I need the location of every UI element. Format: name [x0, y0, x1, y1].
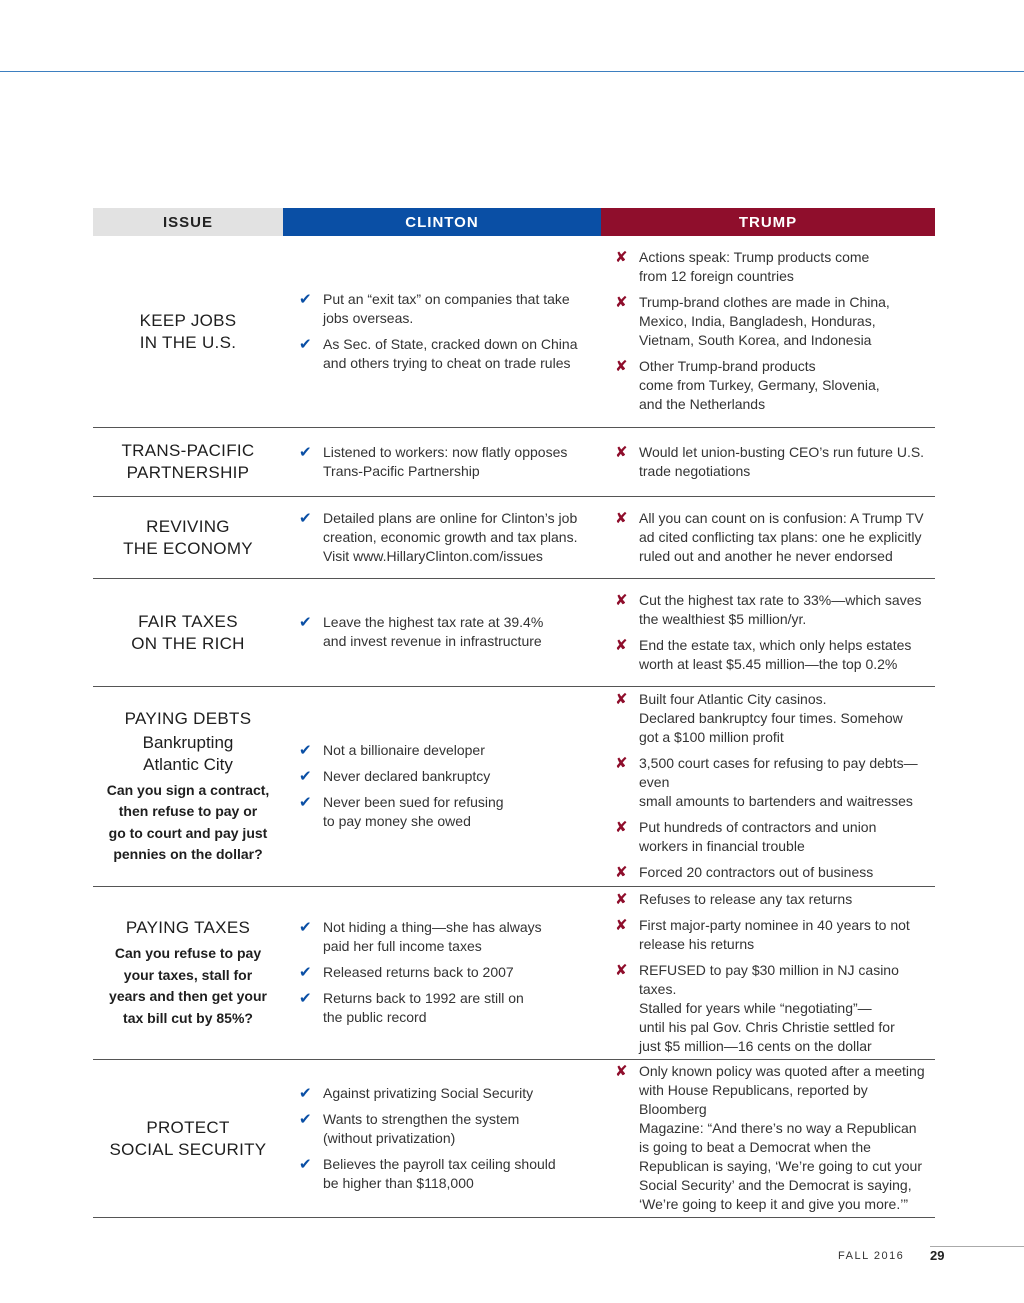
trump-cell — [601, 1060, 935, 1217]
check-icon: ✔ — [299, 964, 312, 981]
clinton-point — [299, 741, 601, 760]
cross-icon: ✘ — [615, 819, 628, 836]
header-issue: ISSUE — [93, 208, 283, 236]
clinton-point — [299, 989, 601, 1027]
trump-point-text: Would let union-busting CEO’s run future U.S. trade negotiations — [639, 443, 925, 479]
cross-icon: ✘ — [615, 916, 628, 934]
clinton-point — [299, 1084, 601, 1103]
trump-cell — [601, 687, 935, 886]
issue-title: PAYING DEBTS — [124, 708, 252, 728]
trump-point-text: Actions speak: Trump products come from 12 foreign countries — [639, 249, 870, 284]
issue-question: Can you refuse to pay your taxes, stall for years and then get your tax bill cut by 85%? — [109, 945, 267, 1026]
clinton-point-text: Not hiding a thing—she has always paid her full income taxes — [323, 919, 542, 954]
clinton-point-text: Never declared bankruptcy — [323, 768, 491, 784]
clinton-point-text: Leave the highest tax rate at 39.4% and invest revenue in infrastructure — [323, 614, 544, 649]
cross-icon: ✘ — [615, 890, 628, 908]
cross-icon: ✘ — [615, 961, 628, 979]
cross-icon: ✘ — [615, 755, 628, 772]
clinton-point-text: Put an “exit tax” on companies that take jobs overseas. — [323, 290, 570, 326]
trump-cell — [601, 887, 935, 1059]
trump-point-text: REFUSED to pay $30 million in NJ casino taxes. Stalled for years while “negotiating”— until his pal Gov. Chris Christie settled for just $5 million—16 cents on the dollar — [639, 961, 899, 1054]
check-icon: ✔ — [299, 1084, 312, 1102]
clinton-point — [299, 335, 601, 373]
check-icon: ✔ — [299, 990, 312, 1007]
trump-point — [615, 890, 935, 909]
cross-icon: ✘ — [615, 636, 628, 654]
trump-cell — [601, 236, 935, 427]
table-row — [93, 687, 935, 887]
table-row — [93, 497, 935, 579]
check-icon: ✔ — [299, 509, 312, 527]
clinton-point — [299, 443, 601, 481]
trump-cell — [601, 428, 935, 496]
cross-icon: ✘ — [615, 509, 628, 527]
trump-point-text: First major-party nominee in 40 years to not release his returns — [639, 916, 910, 952]
clinton-point-text: Returns back to 1992 are still on the public record — [323, 990, 524, 1025]
issue-title: FAIR TAXES ON THE RICH — [131, 611, 245, 653]
trump-point — [615, 509, 935, 566]
clinton-point-text: Listened to workers: now flatly opposes Trans-Pacific Partnership — [323, 443, 568, 479]
clinton-point — [299, 963, 601, 982]
trump-point-text: Put hundreds of contractors and union workers in financial trouble — [639, 819, 877, 854]
clinton-point — [299, 1155, 601, 1193]
clinton-cell — [283, 497, 601, 578]
table-body — [93, 236, 935, 1218]
check-icon: ✔ — [299, 290, 312, 308]
issue-cell — [93, 236, 283, 427]
issue-cell — [93, 887, 283, 1059]
issue-title: REVIVING THE ECONOMY — [123, 516, 253, 558]
clinton-cell — [283, 1060, 601, 1217]
clinton-cell — [283, 428, 601, 496]
header-trump: TRUMP — [601, 208, 935, 236]
trump-point-text: All you can count on is confusion: A Trump TV ad cited conflicting tax plans: one he explicitly ruled out and another he never endorsed — [639, 509, 924, 564]
clinton-point — [299, 509, 601, 566]
trump-point — [615, 248, 935, 286]
table-row — [93, 236, 935, 428]
clinton-point — [299, 290, 601, 328]
trump-cell — [601, 579, 935, 686]
cross-icon: ✘ — [615, 249, 628, 266]
issue-cell — [93, 687, 283, 886]
check-icon: ✔ — [299, 1155, 312, 1173]
trump-point — [615, 818, 935, 856]
trump-point-text: Other Trump-brand products come from Turkey, Germany, Slovenia, and the Netherlands — [639, 358, 880, 412]
clinton-point-text: Not a billionaire developer — [323, 742, 485, 758]
trump-point — [615, 754, 935, 811]
page-number: 29 — [930, 1248, 945, 1263]
issue-cell — [93, 497, 283, 578]
check-icon: ✔ — [299, 768, 312, 785]
table-row — [93, 579, 935, 687]
clinton-point-text: Against privatizing Social Security — [323, 1084, 534, 1101]
issue-cell — [93, 579, 283, 686]
trump-point-text: Only known policy was quoted after a meeting with House Republicans, reported by Bloomberg Magazine: “And there’s no way a Republican is going to beat a Democrat when the Republican is saying, ‘We’re going to cut your Social Security’ and the Democrat is saying, ‘We’re going to keep it and give you more.’” — [639, 1063, 925, 1212]
clinton-cell — [283, 687, 601, 886]
clinton-cell — [283, 236, 601, 427]
clinton-point-text: Believes the payroll tax ceiling should be higher than $118,000 — [323, 1155, 556, 1191]
footer-rule — [930, 1246, 1024, 1247]
trump-point — [615, 916, 935, 954]
table-row — [93, 887, 935, 1060]
clinton-point-text: Never been sued for refusing to pay money she owed — [323, 794, 504, 829]
clinton-point-text: Detailed plans are online for Clinton’s job creation, economic growth and tax plans. Visit www.HillaryClinton.com/issues — [323, 509, 578, 564]
trump-point-text: Built four Atlantic City casinos. Declared bankruptcy four times. Somehow got a $100 million profit — [639, 691, 903, 745]
issue-cell — [93, 428, 283, 496]
header-clinton: CLINTON — [283, 208, 601, 236]
issue-title: KEEP JOBS IN THE U.S. — [139, 310, 237, 352]
clinton-point-text: Wants to strengthen the system (without privatization) — [323, 1110, 520, 1146]
clinton-point-text: As Sec. of State, cracked down on China and others trying to cheat on trade rules — [323, 335, 578, 371]
check-icon: ✔ — [299, 742, 312, 759]
cross-icon: ✘ — [615, 358, 628, 375]
clinton-point — [299, 918, 601, 956]
cross-icon: ✘ — [615, 591, 628, 609]
trump-point-text: Cut the highest tax rate to 33%—which saves the wealthiest $5 million/yr. — [639, 591, 922, 627]
trump-point — [615, 443, 935, 481]
check-icon: ✔ — [299, 794, 312, 811]
check-icon: ✔ — [299, 1110, 312, 1128]
footer-season: FALL 2016 — [838, 1250, 905, 1262]
trump-point — [615, 591, 935, 629]
issue-title: PROTECT SOCIAL SECURITY — [109, 1117, 267, 1159]
cross-icon: ✘ — [615, 691, 628, 708]
trump-point-text: Trump-brand clothes are made in China, Mexico, India, Bangladesh, Honduras, Vietnam, South Korea, and Indonesia — [639, 294, 890, 348]
top-rule — [0, 71, 1024, 72]
trump-point — [615, 1062, 935, 1214]
check-icon: ✔ — [299, 614, 312, 631]
check-icon: ✔ — [299, 919, 312, 936]
trump-point-text: End the estate tax, which only helps estates worth at least $5.45 million—the top 0.2% — [639, 636, 912, 672]
clinton-point — [299, 613, 601, 651]
issue-title: TRANS-PACIFIC PARTNERSHIP — [121, 441, 255, 482]
trump-cell — [601, 497, 935, 578]
check-icon: ✔ — [299, 335, 312, 353]
table-header — [93, 208, 935, 236]
cross-icon: ✘ — [615, 294, 628, 311]
cross-icon: ✘ — [615, 864, 628, 881]
clinton-point — [299, 767, 601, 786]
clinton-cell — [283, 887, 601, 1059]
clinton-point — [299, 793, 601, 831]
cross-icon: ✘ — [615, 1063, 628, 1080]
trump-point — [615, 357, 935, 414]
clinton-point — [299, 1110, 601, 1148]
trump-point — [615, 293, 935, 350]
issue-subtitle: Bankrupting Atlantic City — [142, 732, 234, 774]
check-icon: ✔ — [299, 443, 312, 461]
table-row — [93, 1060, 935, 1218]
trump-point-text: 3,500 court cases for refusing to pay debts—even small amounts to bartenders and waitresses — [639, 755, 918, 809]
trump-point — [615, 961, 935, 1056]
clinton-point-text: Released returns back to 2007 — [323, 964, 514, 980]
cross-icon: ✘ — [615, 443, 628, 461]
table-row — [93, 428, 935, 497]
clinton-cell — [283, 579, 601, 686]
issue-question: Can you sign a contract, then refuse to pay or go to court and pay just pennies on the dollar? — [106, 781, 270, 862]
trump-point-text: Refuses to release any tax returns — [639, 890, 853, 907]
trump-point — [615, 863, 935, 882]
trump-point — [615, 690, 935, 747]
trump-point-text: Forced 20 contractors out of business — [639, 864, 874, 880]
issue-cell — [93, 1060, 283, 1217]
comparison-table — [93, 208, 935, 1218]
trump-point — [615, 636, 935, 674]
issue-title: PAYING TAXES — [125, 918, 251, 937]
